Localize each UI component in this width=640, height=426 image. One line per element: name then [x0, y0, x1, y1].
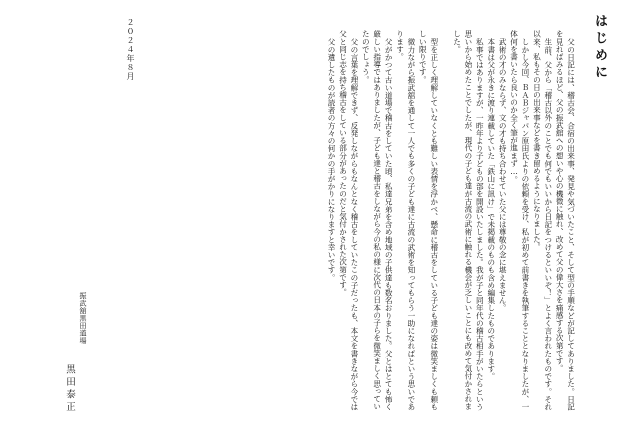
paragraph: 生前、父から「稽古以外のことでも何でもいいから日記をつけるといいぞ！」とよく言われたものです。それ以来、私もその日の出来事などを書き留めるようになりました。 [532, 30, 553, 410]
spacer [577, 30, 588, 410]
paragraph: 父がかつて古い道場で稽古をしていた頃、私達兄弟を含め地域の子供達も数名おりました。父とはとても怖く厳しい指導ではありましたが、子ども達と稽古をしながら今の私の様に次代の日本の子らを微笑ましく思っていたのでしょう。 [361, 30, 394, 410]
paragraph: 私事ではありますが、一昨年より子どもの部を開設いたしました。我が子と同年代の稽古相手がいたらという思いから始めたことでしたが、現代の子ども達が古流の武術に触れる機会が乏しいことにも改めて気付かされました。 [452, 30, 485, 410]
body-text [326, 30, 588, 410]
paragraph: 武術の才のみならず、文の才も持ち合わせていた父には尊敬の念に堪えません。 [498, 37, 508, 312]
paragraph: 父の日記には、稽古会、合宿の出来事、発見や気づいたこと、そして型の手順などが記してありました。日記を見ればみるほど、父の振武舘への想いや心の機微に触れ、改めて父の偉大さを痛感する次第です。 [555, 30, 576, 410]
paragraph: 微力ながら振武舘を通して一人でも多くの子ども達に古流の武術を知ってもらう一助になればという思いであります。 [395, 30, 416, 410]
paragraph: 型を正しく理解していなくとも難しい表情を浮かべ、懸命に稽古をしている子ども達の姿は微笑ましくも頼もしい限りです。 [418, 30, 439, 410]
paragraph: しかし今回、ＢＡＢジャパン原田氏よりの依頼を受け、私が初めて前書きを執筆することとなりましたが、一体何を書いたら良いのか全く筆が進まず…。 [509, 30, 530, 410]
author-name: 黒田泰正 [64, 364, 75, 414]
paragraph: 本書は父が永きに渡り連載していた「鉄山に訊け」で未掲載のものも含め編集したものであります。 [486, 37, 496, 380]
page-title: はじめに [592, 14, 607, 82]
date: ２０２４年８月 [126, 18, 135, 81]
spacer [440, 30, 451, 410]
paragraph: 父の遺したものが読者の方々の何かの手がかりになりますと幸いです。 [327, 37, 337, 281]
affiliation: 振武舘黒田道場 [79, 292, 87, 345]
paragraph: 父の言葉を理解できず、反発しながらもなんとなく稽古をしていたこの子だったも、本文を書きながら今では父と同じ志を持ち稽古をしている部分があったのだと気付かされた次第です。 [338, 30, 359, 410]
